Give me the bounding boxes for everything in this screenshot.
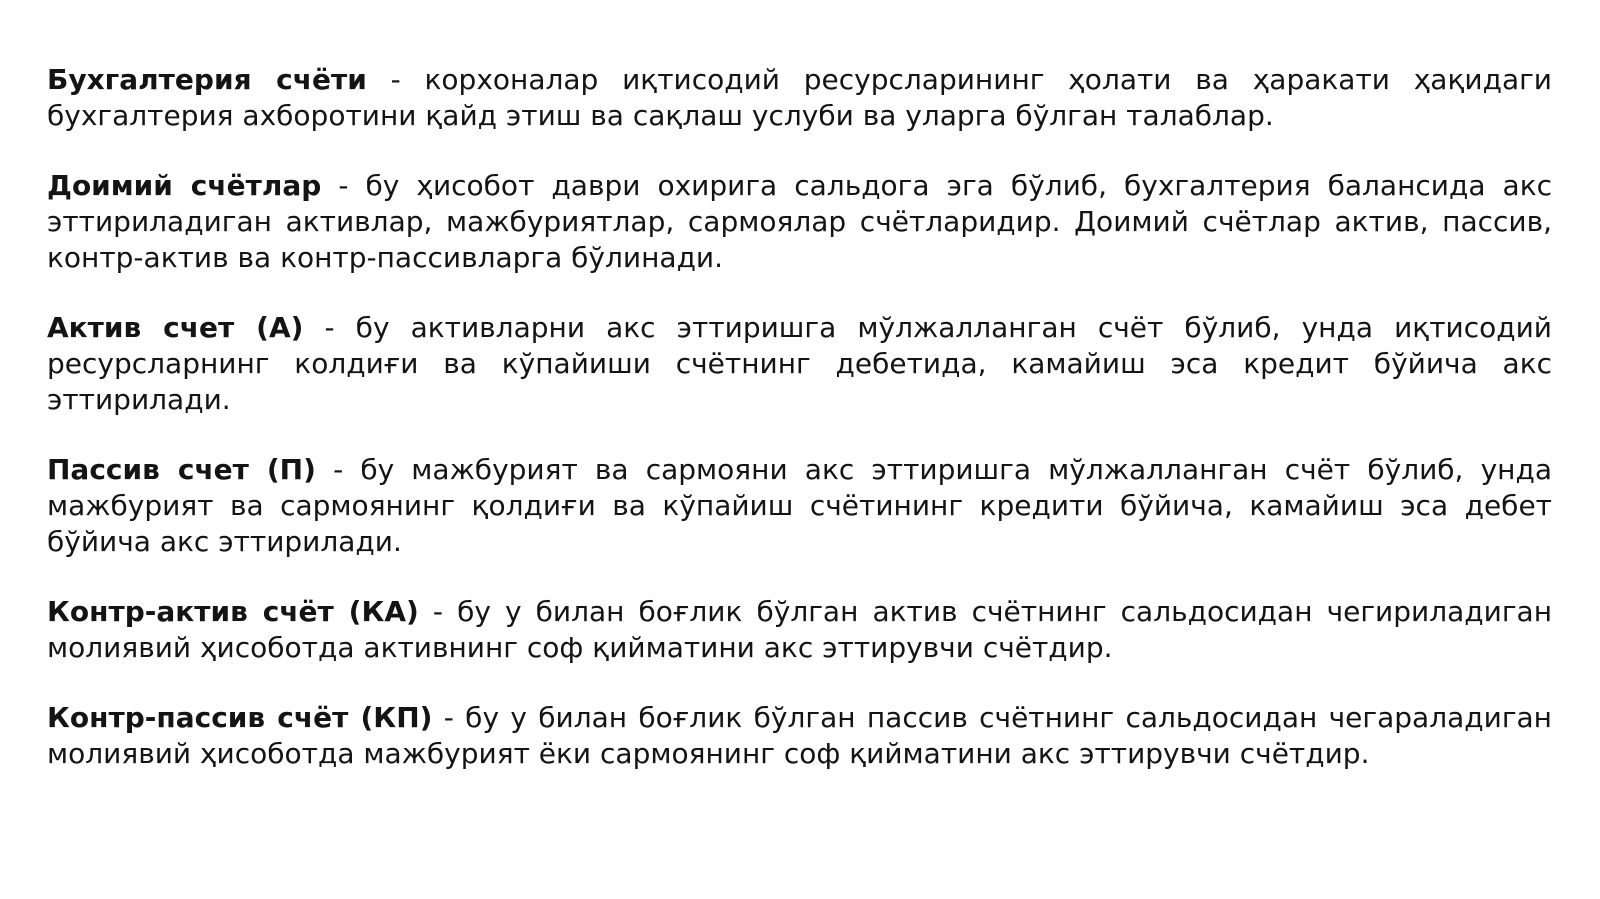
definition-text: - корхоналар иқтисодий ресурсларининг ҳолати ва ҳаракати ҳақидаги бухгалтерия ахборотини қайд этиш ва сақлаш услуби ва уларга бўлган талаблар.	[47, 63, 1553, 132]
definition-term: Контр-актив счёт (КА)	[47, 595, 419, 628]
definition-term: Бухгалтерия счёти	[47, 63, 367, 96]
definition-term: Пассив счет (П)	[47, 453, 316, 486]
definition-active-account	[47, 310, 1552, 418]
definition-text: - бу мажбурият ва сармояни акс эттиришга мўлжалланган счёт бўлиб, унда мажбурият ва сармоянинг қолдиғи ва кўпайиш счётининг кредити бўйича, камайиш эса дебет бўйича акс эттирилади.	[47, 453, 1552, 558]
definition-text: - бу ҳисобот даври охирига сальдога эга бўлиб, бухгалтерия балансида акс эттириладиган активлар, мажбуриятлар, сармоялар счётларидир. Доимий счётлар актив, пассив, контр-актив ва контр-пассивларга бўлинади.	[47, 169, 1552, 274]
definition-passive-account	[47, 452, 1552, 560]
definition-text: - бу у билан боғлик бўлган пассив счётнинг сальдосидан чегараладиган молиявий ҳисоботда мажбурият ёки сармоянинг соф қийматини акс эттирувчи счётдир.	[47, 701, 1552, 770]
definition-permanent-accounts	[47, 168, 1552, 276]
definition-contra-passive-account	[47, 700, 1552, 772]
definition-text: - бу активларни акс эттиришга мўлжалланган счёт бўлиб, унда иқтисодий ресурсларнинг колдиғи ва кўпайиши счётнинг дебетида, камайиш эса кредит бўйича акс эттирилади.	[47, 311, 1552, 416]
definition-term: Доимий счётлар	[47, 169, 322, 202]
definition-text: - бу у билан боғлик бўлган актив счётнинг сальдосидан чегириладиган молиявий ҳисоботда активнинг соф қийматини акс эттирувчи счётдир.	[47, 595, 1552, 664]
definitions-list	[47, 62, 1552, 806]
definition-term: Актив счет (А)	[47, 311, 304, 344]
definition-term: Контр-пассив счёт (КП)	[47, 701, 433, 734]
definition-contra-active-account	[47, 594, 1552, 666]
definition-accounting-account	[47, 62, 1552, 134]
